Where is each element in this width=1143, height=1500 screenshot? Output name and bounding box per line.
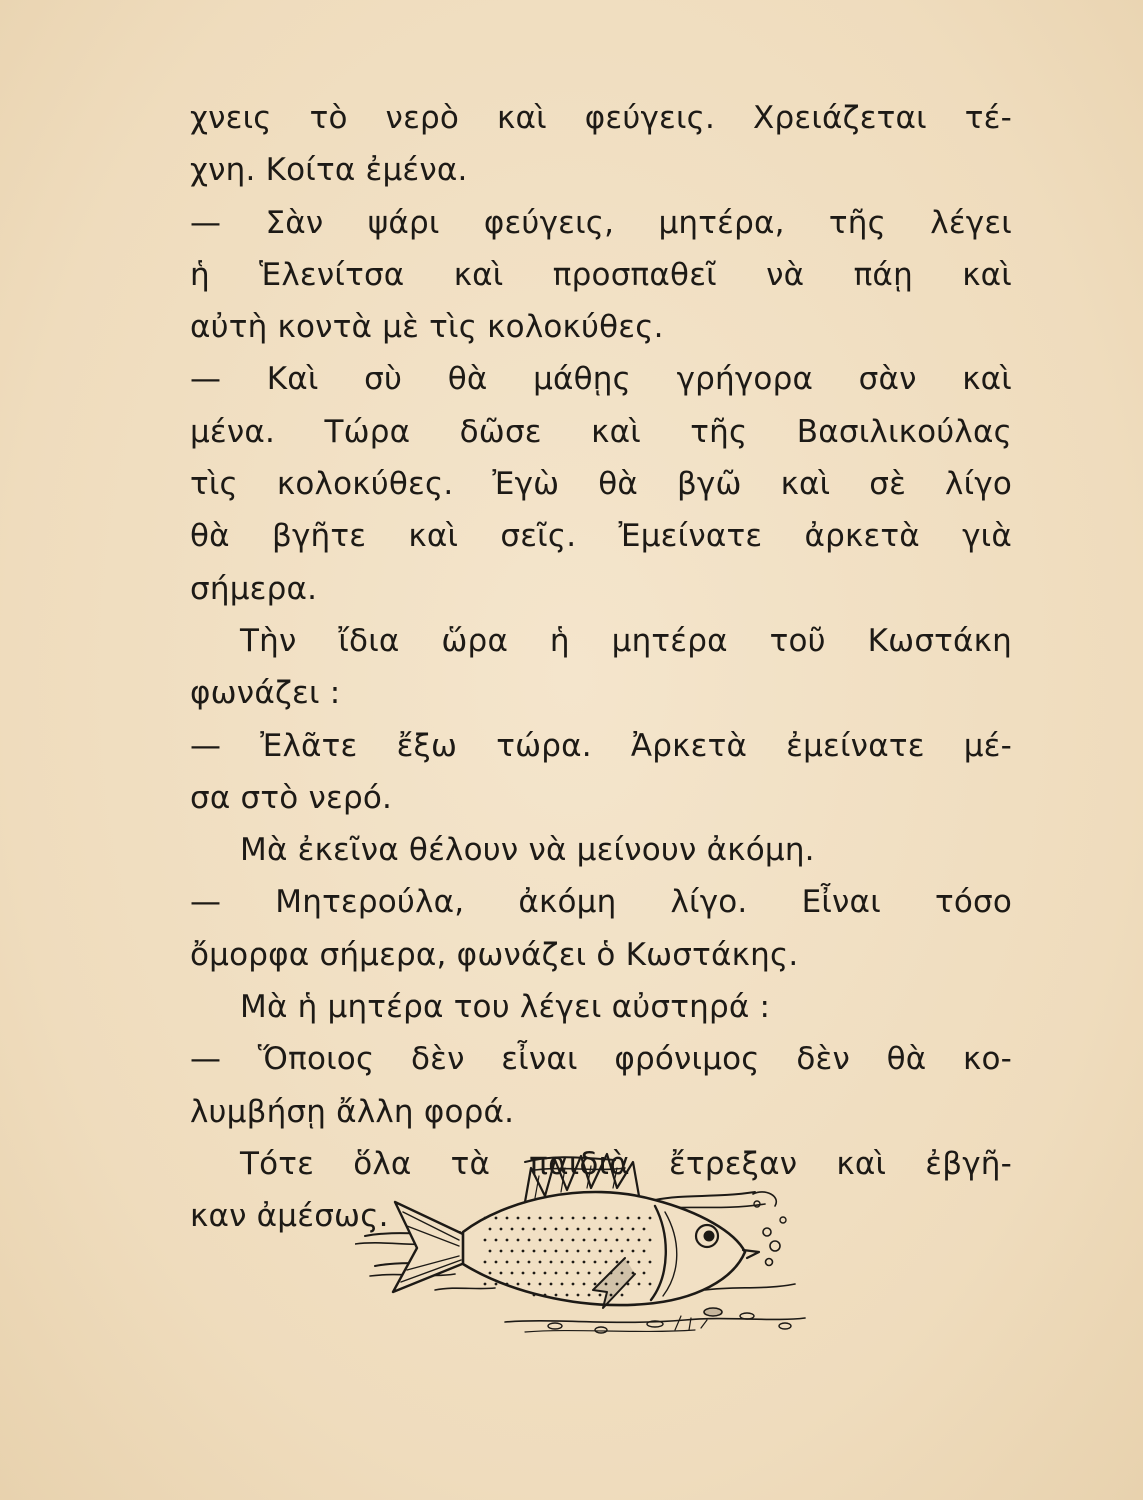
text-line: Τὴν ἴδια ὥρα ἡ μητέρα τοῦ Κωστάκη bbox=[240, 622, 1012, 659]
text-line: — Ἐλᾶτε ἔξω τώρα. Ἀρκετὰ ἐμείνατε μέ- bbox=[190, 727, 1012, 764]
text-line: — Μητερούλα, ἀκόμη λίγο. Εἶναι τόσο bbox=[190, 884, 1012, 921]
text-line: τὶς κολοκύθες. Ἐγὼ θὰ βγῶ καὶ σὲ λίγο bbox=[190, 466, 1012, 503]
text-line: θὰ βγῆτε καὶ σεῖς. Ἐμείνατε ἀρκετὰ γιὰ bbox=[190, 518, 1012, 555]
text-line: μένα. Τώρα δῶσε καὶ τῆς Βασιλικούλας bbox=[190, 413, 1012, 450]
text-line: — Ὅποιος δὲν εἶναι φρόνιμος δὲν θὰ κο- bbox=[190, 1041, 1012, 1078]
text-line: ὄμορφα σήμερα, φωνάζει ὁ Κωστάκης. bbox=[190, 936, 799, 973]
text-line: ἡ Ἑλενίτσα καὶ προσπαθεῖ νὰ πάῃ καὶ bbox=[190, 256, 1012, 293]
text-line: καν ἀμέσως. bbox=[190, 1198, 389, 1235]
text-line: Μὰ ἡ μητέρα του λέγει αὐστηρά : bbox=[240, 989, 771, 1026]
text-line: σήμερα. bbox=[190, 570, 318, 607]
text-line: — Καὶ σὺ θὰ μάθῃς γρήγορα σὰν καὶ bbox=[190, 361, 1012, 398]
page-text bbox=[190, 92, 1012, 1243]
text-line: — Σὰν ψάρι φεύγεις, μητέρα, τῆς λέγει bbox=[190, 204, 1012, 241]
text-line: χνεις τὸ νερὸ καὶ φεύγεις. Χρειάζεται τέ- bbox=[190, 100, 1012, 136]
text-line: Μὰ ἐκεῖνα θέλουν νὰ μείνουν ἀκόμη. bbox=[240, 832, 815, 869]
text-line: φωνάζει : bbox=[190, 675, 341, 712]
text-line: λυμβήσῃ ἄλλη φορά. bbox=[190, 1093, 515, 1130]
fish-illustration bbox=[355, 1140, 815, 1350]
text-line: σα στὸ νερό. bbox=[190, 779, 393, 816]
text-line: αὐτὴ κοντὰ μὲ τὶς κολοκύθες. bbox=[190, 309, 664, 346]
text-line: Τότε ὅλα τὰ παιδιὰ ἔτρεξαν καὶ ἐβγῆ- bbox=[240, 1145, 1012, 1182]
text-line: χνη. Κοίτα ἐμένα. bbox=[190, 152, 468, 189]
